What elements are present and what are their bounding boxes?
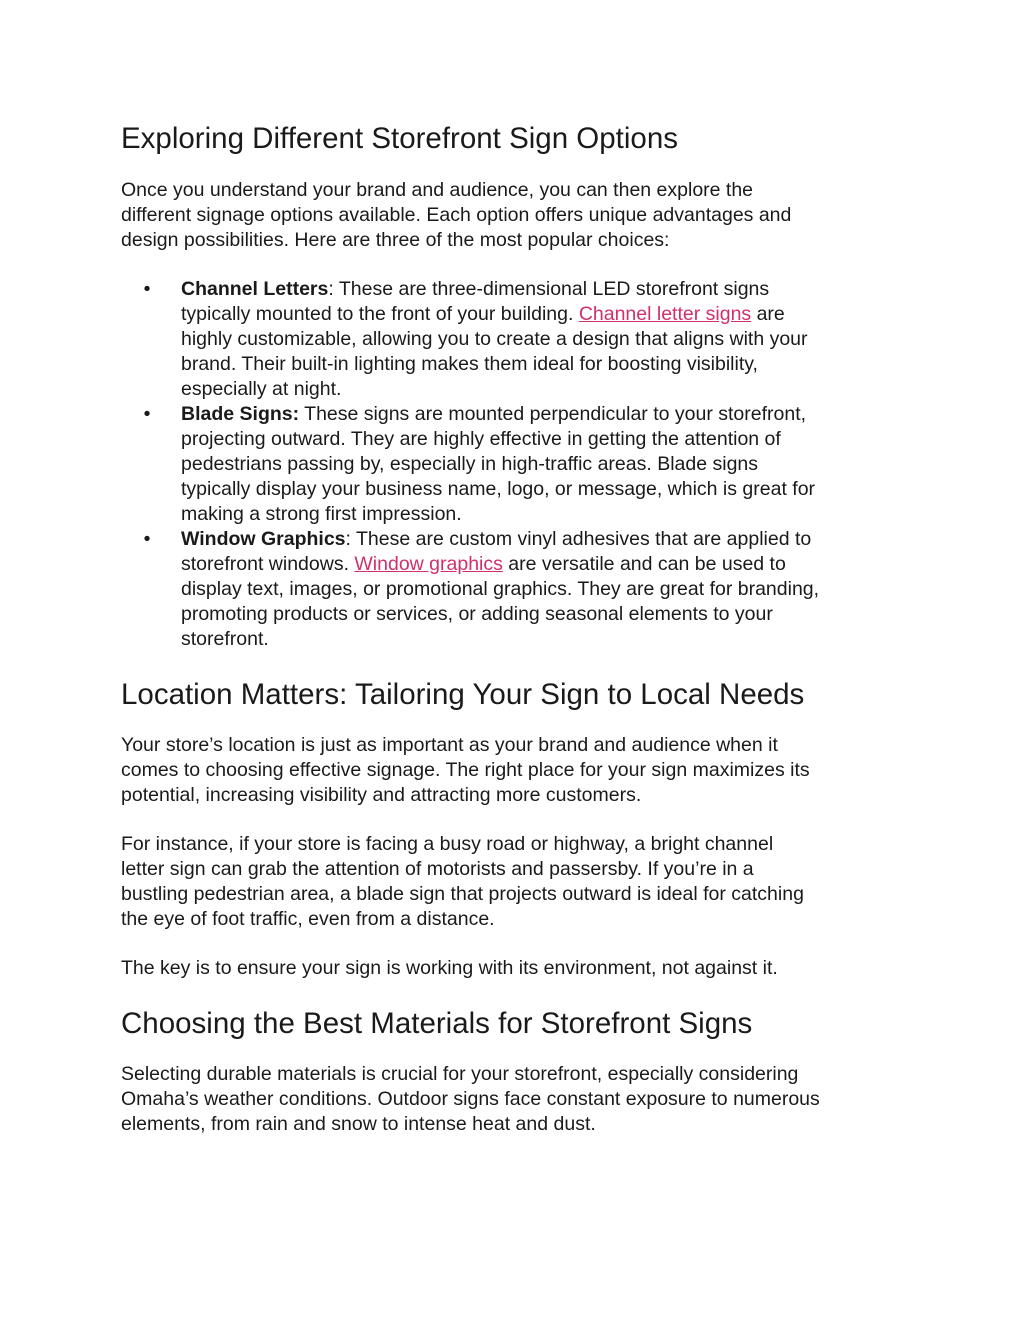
text-line: For instance, if your store is facing a busy road or highway, a bright channel — [121, 833, 774, 855]
intro-paragraph — [121, 178, 791, 253]
text-line: storefront windows. — [181, 553, 355, 575]
term-window-graphics: Window Graphics — [181, 528, 346, 550]
text-line: bustling pedestrian area, a blade sign that projects outward is ideal for catching — [121, 883, 804, 905]
text-line: are — [751, 303, 785, 325]
text-line: Your store’s location is just as important as your brand and audience when it — [121, 734, 778, 756]
text-line: These are three-dimensional LED storefront signs — [338, 278, 770, 300]
location-paragraph-2 — [121, 832, 804, 932]
term-channel-letters: Channel Letters — [181, 278, 329, 300]
section-heading-materials: Choosing the Best Materials for Storefront Signs — [121, 1007, 753, 1040]
text-line: The key is to ensure your sign is working with its environment, not against it. — [121, 957, 778, 979]
section-heading-location-matters: Location Matters: Tailoring Your Sign to Local Needs — [121, 678, 805, 711]
text-line: Selecting durable materials is crucial for your storefront, especially considering — [121, 1063, 799, 1085]
text-line: typically mounted to the front of your building. — [181, 303, 579, 325]
text-line: comes to choosing effective signage. The right place for your sign maximizes its — [121, 759, 810, 781]
text-line: pedestrians passing by, especially in high-traffic areas. Blade signs — [181, 453, 759, 475]
text-line: elements, from rain and snow to intense heat and dust. — [121, 1113, 596, 1135]
text-line: display text, images, or promotional graphics. They are great for branding, — [181, 578, 820, 600]
text-line: Omaha’s weather conditions. Outdoor signs face constant exposure to numerous — [121, 1088, 820, 1110]
channel-letter-signs-link[interactable]: Channel letter signs — [578, 303, 752, 325]
text-line: especially at night. — [181, 378, 342, 400]
text-line: storefront. — [181, 628, 269, 650]
list-item-window-graphics — [121, 527, 911, 652]
separator: : — [345, 528, 356, 550]
text-line: potential, increasing visibility and attracting more customers. — [121, 784, 642, 806]
text-line: promoting products or services, or adding seasonal elements to your — [181, 603, 773, 625]
text-line: These signs are mounted perpendicular to your storefront, — [299, 403, 807, 425]
bullet-icon: • — [143, 278, 151, 300]
text-line: These are custom vinyl adhesives that are applied to — [356, 528, 812, 550]
text-line: typically display your business name, logo, or message, which is great for — [181, 478, 816, 500]
text-line: making a strong first impression. — [181, 503, 462, 525]
location-paragraph-3 — [121, 956, 778, 981]
list-item-channel-letters — [121, 277, 911, 402]
text-line: letter sign can grab the attention of motorists and passersby. If you’re in a — [121, 858, 754, 880]
list-item-blade-signs — [121, 402, 911, 527]
term-blade-signs: Blade Signs: — [181, 403, 300, 425]
text-line: projecting outward. They are highly effective in getting the attention of — [181, 428, 781, 450]
text-line: Once you understand your brand and audience, you can then explore the — [121, 179, 754, 201]
window-graphics-link[interactable]: Window graphics — [354, 553, 503, 575]
text-line: different signage options available. Each option offers unique advantages and — [121, 204, 792, 226]
location-paragraph-1 — [121, 733, 810, 808]
text-line: brand. Their built-in lighting makes them ideal for boosting visibility, — [181, 353, 758, 375]
section-heading-sign-options: Exploring Different Storefront Sign Options — [121, 122, 678, 155]
materials-paragraph-1 — [121, 1062, 820, 1137]
separator: : — [328, 278, 339, 300]
text-line: the eye of foot traffic, even from a distance. — [121, 908, 495, 930]
text-line: design possibilities. Here are three of the most popular choices: — [121, 229, 670, 251]
bullet-icon: • — [143, 528, 151, 550]
text-line: highly customizable, allowing you to create a design that aligns with your — [181, 328, 808, 350]
sign-options-list — [121, 277, 911, 652]
text-line: are versatile and can be used to — [502, 553, 786, 575]
bullet-icon: • — [143, 403, 151, 425]
